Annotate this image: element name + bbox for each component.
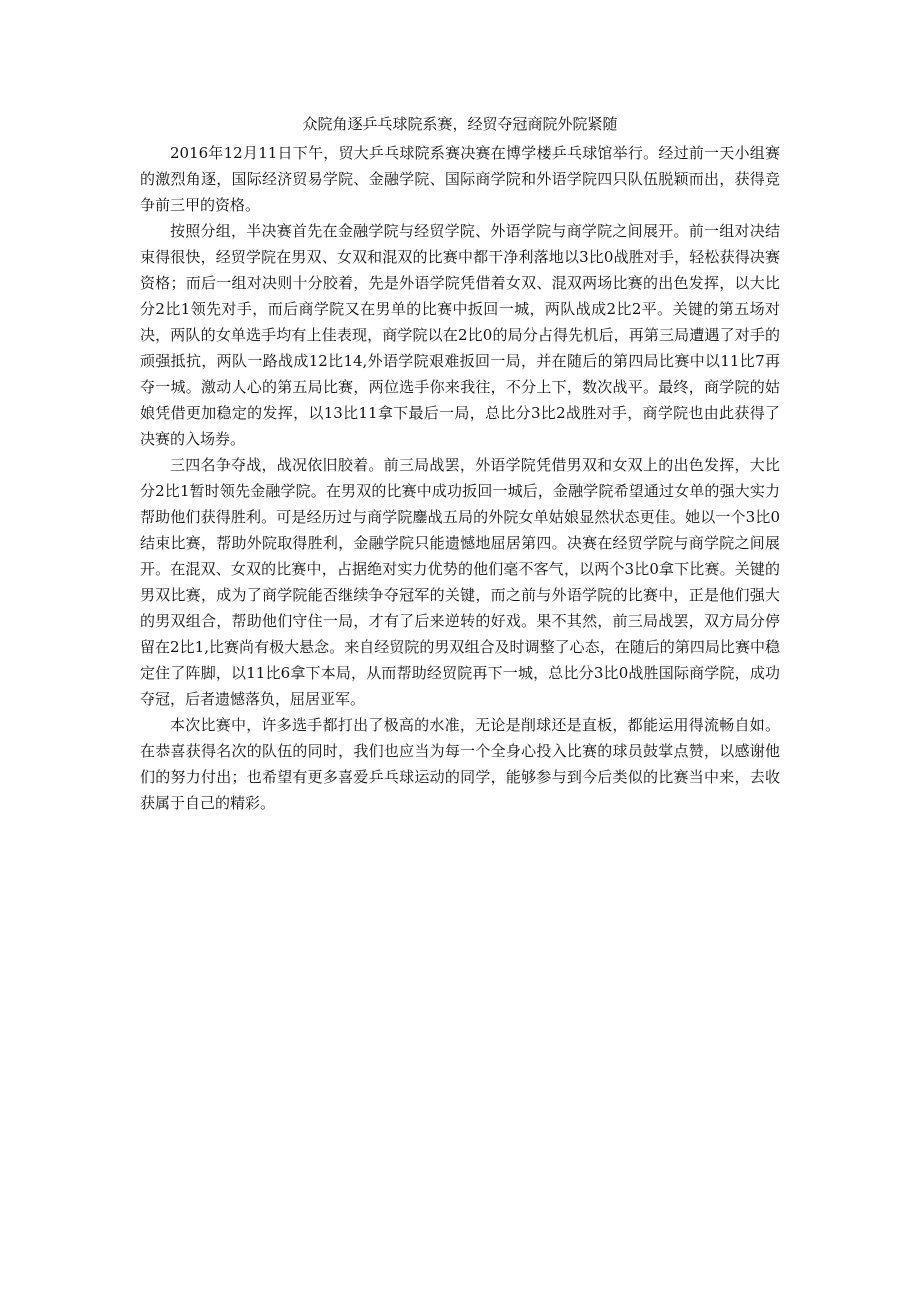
article-paragraph-2: 按照分组，半决赛首先在金融学院与经贸学院、外语学院与商学院之间展开。前一组对决结束得很快，经贸学院在男双、女双和混双的比赛中都干净利落地以3比0战胜对手，轻松获得决赛资格；而后一组对决则十分胶着，先是外语学院凭借着女双、混双两场比赛的出色发挥，以大比分2比1领先对手，而后商学院又在男单的比赛中扳回一城，两队战成2比2平。关键的第五场对决，两队的女单选手均有上佳表现，商学院以在2比0的局分占得先机后，再第三局遭遇了对手的顽强抵抗，两队一路战成12比14,外语学院艰难扳回一局，并在随后的第四局比赛中以11比7再夺一城。激动人心的第五局比赛，两位选手你来我往，不分上下，数次战平。最终，商学院的姑娘凭借更加稳定的发挥，以13比11拿下最后一局，总比分3比2战胜对手，商学院也由此获得了决赛的入场券。 bbox=[140, 222, 780, 448]
article-paragraph-3: 三四名争夺战，战况依旧胶着。前三局战罢，外语学院凭借男双和女双上的出色发挥，大比分2比1暂时领先金融学院。在男双的比赛中成功扳回一城后，金融学院希望通过女单的强大实力帮助他们获得胜利。可是经历过与商学院鏖战五局的外院女单姑娘显然状态更佳。她以一个3比0结束比赛，帮助外院取得胜利，金融学院只能遗憾地屈居第四。决赛在经贸学院与商学院之间展开。在混双、女双的比赛中，占据绝对实力优势的他们毫不客气，以两个3比0拿下比赛。关键的男双比赛，成为了商学院能否继续争夺冠军的关键，而之前与外语学院的比赛中，正是他们强大的男双组合，帮助他们守住一局，才有了后来逆转的好戏。果不其然，前三局战罢，双方局分停留在2比1,比赛尚有极大悬念。来自经贸院的男双组合及时调整了心态，在随后的第四局比赛中稳定住了阵脚，以11比6拿下本局，从而帮助经贸院再下一城，总比分3比0战胜国际商学院，成功夺冠，后者遗憾落负，屈居亚军。 bbox=[140, 456, 780, 708]
article-title: 众院角逐乒乓球院系赛，经贸夺冠商院外院紧随 bbox=[302, 115, 618, 133]
document-page bbox=[140, 111, 780, 816]
article-paragraph-4: 本次比赛中，许多选手都打出了极高的水准，无论是削球还是直板，都能运用得流畅自如。在恭喜获得名次的队伍的同时，我们也应当为每一个全身心投入比赛的球员鼓掌点赞，以感谢他们的努力付出；也希望有更多喜爱乒乓球运动的同学，能够参与到今后类似的比赛当中来，去收获属于自己的精彩。 bbox=[140, 716, 780, 812]
article-paragraph-1: 2016年12月11日下午，贸大乒乓球院系赛决赛在博学楼乒乓球馆举行。经过前一天小组赛的激烈角逐，国际经济贸易学院、金融学院、国际商学院和外语学院四只队伍脱颖而出，获得竞争前三甲的资格。 bbox=[140, 144, 780, 214]
